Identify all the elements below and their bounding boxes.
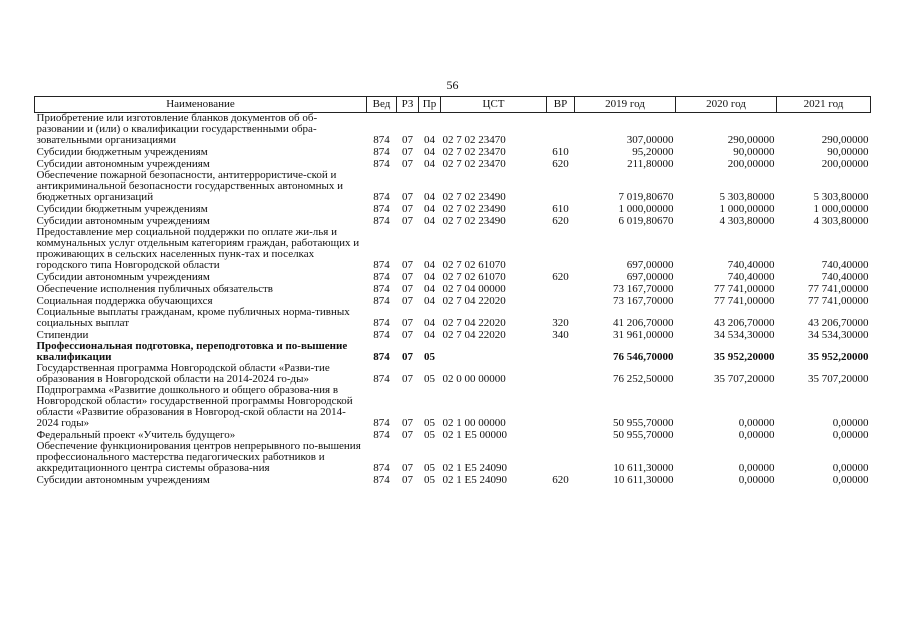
cell-rz: 07 [402, 215, 413, 227]
cell-y2019: 6 019,80670 [618, 215, 674, 227]
cell-y2020: 0,00000 [738, 429, 775, 441]
cell-ved: 874 [373, 271, 390, 283]
cell-rz: 07 [402, 146, 413, 158]
cell-ved: 874 [373, 203, 390, 215]
cell-ved: 874 [373, 259, 390, 271]
cell-y2021: 5 303,80000 [813, 191, 869, 203]
cell-cst: 02 7 02 23490 [442, 203, 506, 215]
cell-rz: 07 [402, 417, 413, 429]
cell-pr: 05 [424, 462, 435, 474]
cell-pr: 04 [424, 203, 435, 215]
cell-ved: 874 [373, 329, 390, 341]
cell-y2021: 90,00000 [827, 146, 869, 158]
cell-pr: 04 [424, 215, 435, 227]
cell-rz: 07 [402, 191, 413, 203]
cell-pr: 05 [424, 429, 435, 441]
cell-y2020: 0,00000 [738, 474, 775, 486]
table-body [35, 113, 871, 487]
cell-name: Субсидии бюджетным учреждениям [36, 146, 208, 158]
cell-vr: 340 [552, 329, 569, 341]
cell-vr: 620 [552, 271, 569, 283]
page-number: 56 [446, 78, 459, 92]
cell-y2021: 740,40000 [821, 271, 869, 283]
cell-cst: 02 1 E5 24090 [442, 462, 507, 474]
header-2021: 2021 год [777, 97, 871, 113]
table-row [35, 441, 871, 474]
cell-y2019: 10 611,30000 [613, 474, 674, 486]
cell-y2020: 740,40000 [727, 259, 775, 271]
cell-y2021: 4 303,80000 [813, 215, 869, 227]
cell-name: Предоставление мер социальной поддержки по оплате жи-лья и коммунальных услуг отдельным категориям граждан, работающих и проживающих в сельских населенных пунк-тах и поселках городского типа Новгородской области [36, 226, 360, 271]
cell-y2020: 1 000,00000 [719, 203, 775, 215]
table-header-row [35, 97, 871, 113]
cell-ved: 874 [373, 134, 390, 146]
table-row [35, 227, 871, 271]
cell-cst: 02 7 02 23470 [442, 158, 506, 170]
cell-vr: 620 [552, 215, 569, 227]
cell-cst: 02 1 00 00000 [442, 417, 506, 429]
cell-ved: 874 [373, 295, 390, 307]
cell-y2021: 43 206,70000 [808, 317, 869, 329]
cell-name: Субсидии автономным учреждениям [36, 474, 210, 486]
cell-y2020: 290,00000 [727, 134, 775, 146]
cell-rz: 07 [402, 295, 413, 307]
cell-y2021: 0,00000 [832, 474, 869, 486]
cell-y2021: 77 741,00000 [808, 283, 869, 295]
cell-vr [547, 429, 575, 441]
cell-y2019: 73 167,70000 [613, 283, 674, 295]
cell-pr: 04 [424, 329, 435, 341]
header-rz: РЗ [397, 97, 419, 113]
cell-name: Федеральный проект «Учитель будущего» [36, 429, 236, 441]
header-2020: 2020 год [676, 97, 777, 113]
cell-cst: 02 7 04 00000 [442, 283, 506, 295]
table-row [35, 146, 871, 158]
cell-rz: 07 [402, 351, 413, 363]
cell-cst: 02 7 02 61070 [442, 259, 506, 271]
cell-cst: 02 7 04 22020 [442, 295, 506, 307]
cell-ved: 874 [373, 474, 390, 486]
cell-y2021: 0,00000 [832, 429, 869, 441]
cell-cst: 02 7 02 23490 [442, 191, 506, 203]
cell-pr: 04 [424, 271, 435, 283]
cell-cst: 02 1 E5 24090 [442, 474, 507, 486]
cell-y2019: 31 961,00000 [613, 329, 674, 341]
cell-y2020: 35 707,20000 [714, 373, 775, 385]
cell-y2020: 43 206,70000 [714, 317, 775, 329]
cell-rz: 07 [402, 158, 413, 170]
cell-y2019: 50 955,70000 [613, 417, 674, 429]
cell-cst: 02 1 E5 00000 [442, 429, 507, 441]
cell-cst [441, 341, 547, 363]
table-row [35, 385, 871, 429]
cell-ved: 874 [373, 215, 390, 227]
cell-rz: 07 [402, 203, 413, 215]
cell-pr: 04 [424, 146, 435, 158]
budget-table [34, 96, 871, 486]
cell-rz: 07 [402, 259, 413, 271]
cell-y2020: 35 952,20000 [714, 351, 775, 363]
cell-y2020: 0,00000 [738, 462, 775, 474]
cell-cst: 02 7 02 61070 [442, 271, 506, 283]
cell-y2019: 50 955,70000 [613, 429, 674, 441]
cell-ved: 874 [373, 283, 390, 295]
cell-y2021: 77 741,00000 [808, 295, 869, 307]
cell-vr [547, 283, 575, 295]
table-row [35, 170, 871, 203]
cell-y2021: 35 707,20000 [808, 373, 869, 385]
cell-y2019: 95,20000 [632, 146, 674, 158]
cell-ved: 874 [373, 462, 390, 474]
cell-ved: 874 [373, 373, 390, 385]
cell-name: Подпрограмма «Развитие дошкольного и общего образова-ния в Новгородской области» государственной программы Новгородской области «Развитие образования в Новгород-ской области на 2014-2024 годы» [36, 384, 353, 429]
cell-vr: 320 [552, 317, 569, 329]
cell-y2019: 697,00000 [626, 271, 674, 283]
cell-cst: 02 0 00 00000 [442, 373, 506, 385]
cell-ved: 874 [373, 417, 390, 429]
cell-rz: 07 [402, 429, 413, 441]
cell-y2020: 77 741,00000 [714, 295, 775, 307]
cell-rz: 07 [402, 373, 413, 385]
table-row [35, 341, 871, 363]
cell-cst: 02 7 02 23470 [442, 146, 506, 158]
cell-vr: 610 [552, 146, 569, 158]
cell-y2020: 5 303,80000 [719, 191, 775, 203]
cell-pr: 05 [424, 474, 435, 486]
cell-y2020: 90,00000 [733, 146, 775, 158]
cell-cst: 02 7 02 23470 [442, 134, 506, 146]
cell-vr [547, 441, 575, 474]
cell-rz: 07 [402, 134, 413, 146]
cell-name: Стипендии [36, 329, 89, 341]
cell-rz: 07 [402, 329, 413, 341]
cell-y2020: 4 303,80000 [719, 215, 775, 227]
cell-pr: 04 [424, 158, 435, 170]
cell-y2019: 307,00000 [626, 134, 674, 146]
header-2019: 2019 год [575, 97, 676, 113]
cell-y2020: 0,00000 [738, 417, 775, 429]
header-pr: Пр [419, 97, 441, 113]
cell-pr: 05 [424, 373, 435, 385]
cell-ved: 874 [373, 158, 390, 170]
cell-y2019: 73 167,70000 [613, 295, 674, 307]
header-ved: Вед [367, 97, 397, 113]
cell-rz: 07 [402, 271, 413, 283]
table-row [35, 363, 871, 385]
cell-pr: 05 [424, 351, 435, 363]
cell-y2019: 41 206,70000 [613, 317, 674, 329]
cell-ved: 874 [373, 146, 390, 158]
cell-vr [547, 341, 575, 363]
cell-name: Обеспечение исполнения публичных обязательств [36, 283, 274, 295]
cell-pr: 04 [424, 191, 435, 203]
cell-vr [547, 113, 575, 147]
header-cst: ЦСТ [441, 97, 547, 113]
cell-pr: 04 [424, 295, 435, 307]
cell-y2019: 76 546,70000 [613, 351, 674, 363]
table-row [35, 271, 871, 283]
table-row [35, 203, 871, 215]
cell-y2021: 290,00000 [821, 134, 869, 146]
cell-y2019: 211,80000 [627, 158, 674, 170]
cell-name: Обеспечение пожарной безопасности, антитеррористиче-ской и антикриминальной безопасности государственных автономных и бюджетных организаций [36, 169, 343, 203]
cell-y2019: 76 252,50000 [613, 373, 674, 385]
cell-y2019: 1 000,00000 [618, 203, 674, 215]
cell-cst: 02 7 04 22020 [442, 329, 506, 341]
cell-y2021: 34 534,30000 [808, 329, 869, 341]
cell-y2020: 200,00000 [727, 158, 775, 170]
cell-y2021: 0,00000 [832, 462, 869, 474]
cell-ved: 874 [373, 351, 390, 363]
cell-vr [547, 295, 575, 307]
cell-name: Субсидии автономным учреждениям [36, 158, 210, 170]
cell-name: Субсидии автономным учреждениям [36, 215, 210, 227]
cell-y2021: 1 000,00000 [813, 203, 869, 215]
cell-pr: 04 [424, 283, 435, 295]
cell-rz: 07 [402, 317, 413, 329]
cell-pr: 05 [424, 417, 435, 429]
cell-name: Социальные выплаты гражданам, кроме публичных норма-тивных социальных выплат [36, 306, 350, 329]
cell-pr: 04 [424, 259, 435, 271]
header-name: Наименование [35, 97, 367, 113]
table-row [35, 474, 871, 486]
cell-ved: 874 [373, 191, 390, 203]
cell-y2021: 0,00000 [832, 417, 869, 429]
cell-cst: 02 7 04 22020 [442, 317, 506, 329]
cell-ved: 874 [373, 317, 390, 329]
cell-name: Субсидии автономным учреждениям [36, 271, 210, 283]
cell-name: Социальная поддержка обучающихся [36, 295, 213, 307]
cell-name: Обеспечение функционирования центров непрерывного по-вышения профессионального мастерства педагогических работников и аккредитационного центра системы образова-ния [36, 440, 361, 474]
cell-y2020: 740,40000 [727, 271, 775, 283]
cell-y2019: 697,00000 [626, 259, 674, 271]
cell-vr [547, 170, 575, 203]
table-row [35, 307, 871, 329]
cell-name: Государственная программа Новгородской области «Разви-тие образования в Новгородской области на 2014-2024 го-ды» [36, 362, 330, 385]
cell-cst: 02 7 02 23490 [442, 215, 506, 227]
cell-y2020: 34 534,30000 [714, 329, 775, 341]
table-row [35, 113, 871, 147]
header-vr: ВР [547, 97, 575, 113]
cell-y2021: 35 952,20000 [808, 351, 869, 363]
cell-rz: 07 [402, 462, 413, 474]
cell-name: Приобретение или изготовление бланков документов об об-разовании и (или) о квалификации государственными обра-зовательными организациями [36, 112, 318, 146]
cell-y2020: 77 741,00000 [714, 283, 775, 295]
cell-pr: 04 [424, 317, 435, 329]
cell-y2019: 7 019,80670 [618, 191, 674, 203]
cell-vr [547, 385, 575, 429]
cell-vr: 620 [552, 158, 569, 170]
cell-vr [547, 363, 575, 385]
cell-ved: 874 [373, 429, 390, 441]
cell-vr [547, 227, 575, 271]
cell-name: Профессиональная подготовка, переподготовка и по-вышение квалификации [36, 340, 348, 363]
table-row [35, 283, 871, 295]
cell-y2019: 10 611,30000 [613, 462, 674, 474]
cell-y2021: 740,40000 [821, 259, 869, 271]
cell-y2021: 200,00000 [821, 158, 869, 170]
cell-vr: 620 [552, 474, 569, 486]
cell-vr: 610 [552, 203, 569, 215]
cell-pr: 04 [424, 134, 435, 146]
cell-rz: 07 [402, 474, 413, 486]
cell-rz: 07 [402, 283, 413, 295]
cell-name: Субсидии бюджетным учреждениям [36, 203, 208, 215]
